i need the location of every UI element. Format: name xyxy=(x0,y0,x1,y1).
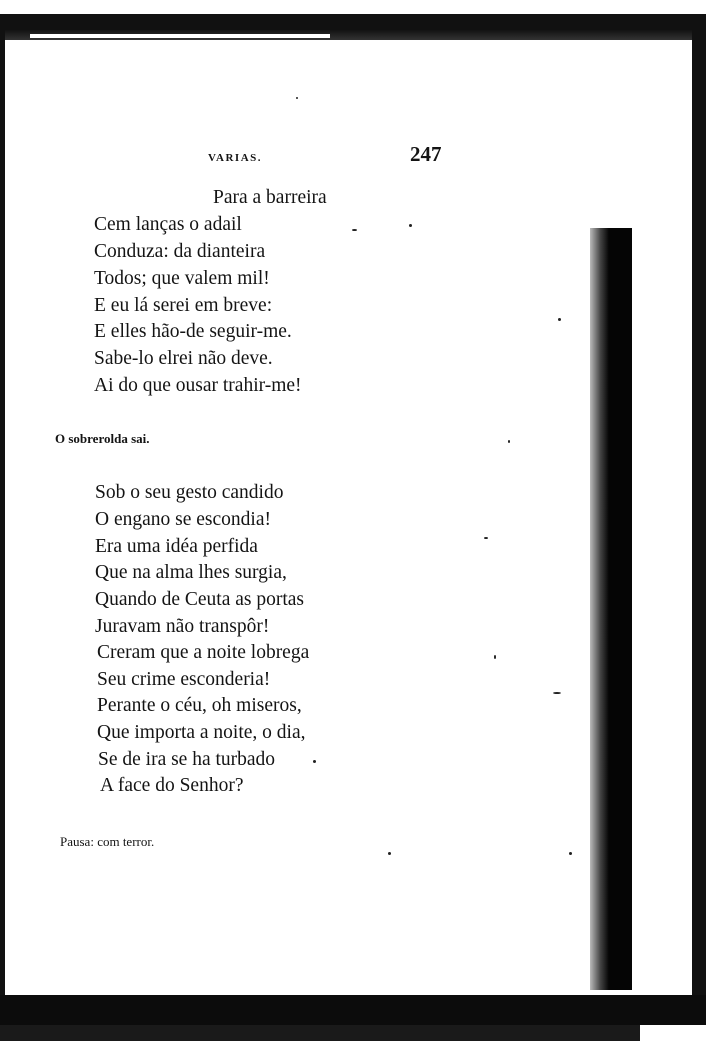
verse-line: O engano se escondia! xyxy=(95,509,271,530)
verse-line: Ai do que ousar trahir-me! xyxy=(94,375,302,396)
verse-line: Conduza: da dianteira xyxy=(94,241,266,262)
speck xyxy=(409,224,412,227)
verse-line: Era uma idéa perfida xyxy=(95,536,258,557)
verse-line: Creram que a noite lobrega xyxy=(97,642,310,663)
verse-line: Que importa a noite, o dia, xyxy=(97,722,306,743)
page-spine-shadow xyxy=(590,228,632,990)
speck xyxy=(558,318,561,321)
verse-line: Se de ira se ha turbado xyxy=(98,749,276,770)
verse-line: Seu crime esconderia! xyxy=(97,669,271,690)
verse-line: Sabe-lo elrei não deve. xyxy=(94,348,273,369)
verse-line: Para a barreira xyxy=(213,187,327,208)
verse-line: Quando de Ceuta as portas xyxy=(95,589,305,610)
scan-border-right xyxy=(692,20,706,1020)
verse-line: E eu lá serei em breve: xyxy=(94,295,273,316)
scan-border-top xyxy=(0,14,706,40)
running-head: VARIAS. xyxy=(208,152,263,164)
speck xyxy=(296,97,298,99)
scan-border-left xyxy=(0,30,5,995)
speck xyxy=(388,852,391,855)
speck xyxy=(313,760,316,763)
verse-line: Que na alma lhes surgia, xyxy=(95,562,287,583)
speck xyxy=(494,655,496,659)
speck xyxy=(352,229,357,231)
verse-line: Sob o seu gesto candido xyxy=(95,482,284,503)
speck xyxy=(484,537,488,539)
verse-line: E elles hão-de seguir-me. xyxy=(94,321,292,342)
speck xyxy=(569,852,572,855)
scan-border-bottom xyxy=(0,995,706,1025)
stage-direction: Pausa: com terror. xyxy=(60,834,155,849)
verse-line: Juravam não transpôr! xyxy=(95,616,270,637)
speck xyxy=(508,440,510,443)
page-number: 247 xyxy=(410,142,442,166)
stage-direction: O sobrerolda sai. xyxy=(55,431,150,446)
verse-line: A face do Senhor? xyxy=(100,775,244,796)
speck xyxy=(553,692,561,694)
verse-line: Perante o céu, oh miseros, xyxy=(97,695,302,716)
verse-line: Cem lanças o adail xyxy=(94,214,242,235)
verse-line: Todos; que valem mil! xyxy=(94,268,270,289)
